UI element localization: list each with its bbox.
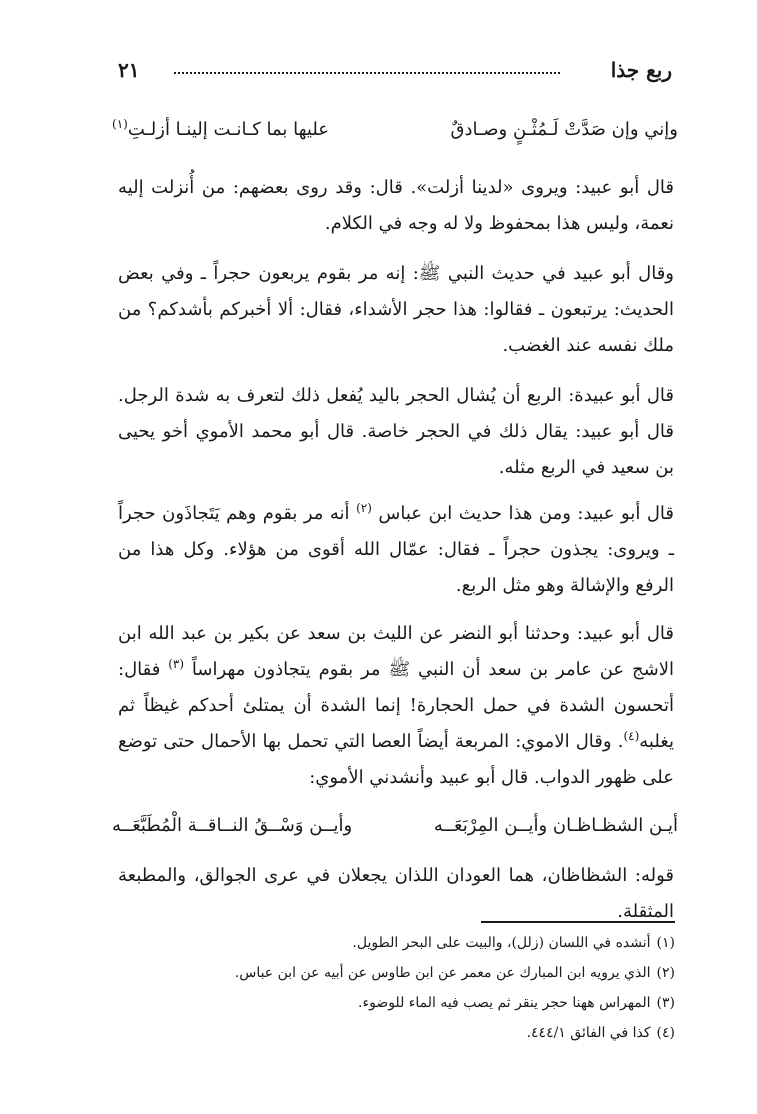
footnote-3-text: المهراس ههنا حجر ينقر ثم يصب فيه الماء للوضوء.	[358, 995, 651, 1011]
page-header	[118, 58, 672, 88]
verse-1-second-hemistich	[112, 112, 329, 148]
running-title: ربع جذا	[610, 58, 672, 82]
paragraph-2: وقال أبو عبيد في حديث النبي ﷺ: إنه مر بقوم يربعون حجراً ـ وفي بعض الحديث: يرتبعون ـ فقالوا: هذا حجر الأشداء، فقال: ألا أخبركم بأشدكم؟ من ملك نفسه عند الغضب.	[118, 263, 674, 356]
footnote-2	[75, 958, 675, 988]
paragraph-1: قال أبو عبيد: ويروى «لدينا أزلت». قال: وقد روى بعضهم: من أُنزلت إليه نعمة، وليس هذا بمحفوظ ولا له وجه في الكلام.	[118, 177, 674, 234]
footnote-ref-3: (٣)	[168, 657, 185, 671]
footnote-2-number: (٢)	[656, 965, 675, 981]
footnote-4-text: كذا في الفائق ٤٤٤/١.	[526, 1025, 651, 1041]
footnote-ref-4: (٤)	[623, 729, 640, 743]
paragraph-4-text-b: أنه مر بقوم وهم يَتَجاذَون حجراً ـ ويروى: يجذون حجراً ـ فقال: عمّال الله أقوى من هؤلاء. وكل هذا من الرفع والإشالة وهو مثل الربع.	[118, 503, 674, 596]
paragraph-6: قوله: الشظاظان، هما العودان اللذان يجعلان في عرى الجوالق، والمطبعة المثقلة.	[118, 865, 674, 922]
footnotes	[75, 928, 675, 1048]
verse-1-second-text: عليها بما كـانـت إلينـا أزلـتِ	[127, 119, 330, 140]
verse-1-first-hemistich: وإني وإن صَدَّتْ لَـمُثْـنٍ وصـادقٌ	[450, 119, 678, 140]
page-number: ٢١	[118, 58, 140, 82]
footnote-1-number: (١)	[656, 935, 675, 951]
paragraph-4-text-a: قال أبو عبيد: ومن هذا حديث ابن عباس	[378, 503, 674, 524]
paragraph-3: قال أبو عبيدة: الربع أن يُشال الحجر باليد يُفعل ذلك لتعرف به شدة الرجل. قال أبو عبيد: يقال ذلك في الحجر خاصة. قال أبو محمد الأموي أخو يحيى بن سعيد في الربع مثله.	[118, 385, 674, 478]
paragraph-5	[118, 616, 674, 796]
paragraph-5-text-a: قال أبو عبيد: وحدثنا أبو النضر عن الليث بن سعد عن بكير بن عبد الله ابن الاشج عن عامر بن سعد أن النبي ﷺ مر بقوم يتجاذون مهراساً	[118, 623, 674, 680]
footnote-2-text: الذي يرويه ابن المبارك عن معمر عن ابن طاوس عن أبيه عن ابن عباس.	[234, 965, 651, 981]
paragraph-4	[118, 496, 674, 604]
footnote-3-number: (٣)	[656, 995, 675, 1011]
footnote-3	[75, 988, 675, 1018]
verse-2-second-hemistich: وأيــن وَسْــقُ النــاقــة الْمُطَبَّعَــه	[112, 815, 353, 836]
paragraph-5-text-c: . وقال الاموي: المربعة أيضاً العصا التي تحمل بها الأحمال حتى توضع على ظهور الدواب. قال أبو عبيد وأنشدني الأموي:	[118, 731, 674, 788]
footnote-4	[75, 1018, 675, 1048]
verse-line-2	[112, 808, 678, 844]
footnote-4-number: (٤)	[656, 1025, 675, 1041]
footnote-ref-1: (١)	[112, 117, 128, 131]
footnote-separator	[481, 921, 675, 923]
verse-2-first-hemistich: أيـن الشظـاظـان وأيــن المِرْبَعَــه	[433, 815, 678, 836]
header-dotted-leader	[174, 72, 560, 74]
footnote-ref-2: (٢)	[356, 501, 372, 515]
paragraph-5-text-b: فقال: أتحسون الشدة في حمل الحجارة! إنما الشدة أن يمتلئ أحدكم غيظاً ثم يغلبه	[118, 659, 674, 752]
footnote-1-text: أنشده في اللسان (زلل)، والبيت على البحر الطويل.	[352, 935, 651, 951]
footnote-1	[75, 928, 675, 958]
verse-line-1	[112, 112, 678, 148]
